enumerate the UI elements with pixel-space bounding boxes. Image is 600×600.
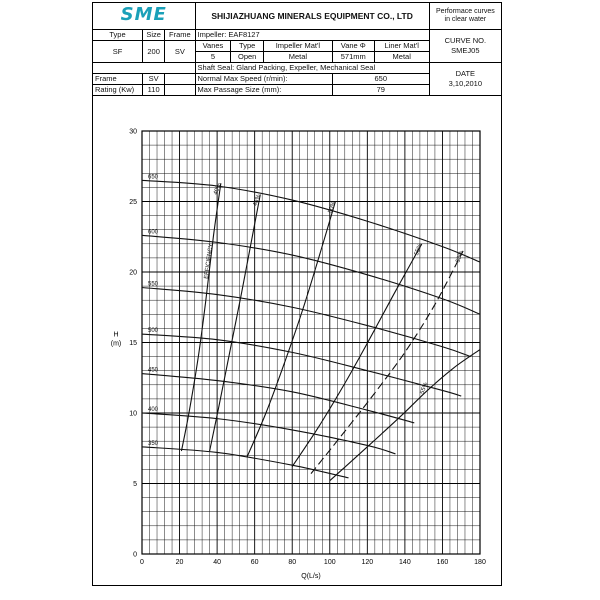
head-curve-500 — [142, 334, 461, 396]
rating-value: 110 — [143, 85, 165, 96]
efficiency-label: 58% — [455, 250, 466, 264]
liner-mat-label: Liner Mat'l — [374, 41, 429, 52]
rating-label: Rating (Kw) — [93, 85, 143, 96]
x-tick-label: 120 — [361, 559, 374, 566]
curve-no-value: SMEJ05 — [451, 46, 480, 55]
impeller-mat-value: Metal — [263, 52, 332, 63]
y-tick-label: 30 — [129, 128, 137, 136]
type-value: SF — [93, 41, 143, 63]
frame-row-label: Frame — [93, 74, 143, 85]
x-tick-label: 140 — [399, 559, 411, 566]
efficiency-label: 55% — [414, 243, 424, 257]
x-tick-label: 60 — [250, 559, 259, 566]
imp-type-label: Type — [231, 41, 264, 52]
max-speed-value: 650 — [332, 74, 429, 85]
efficiency-axis-label: EFFICIENCY — [203, 243, 215, 280]
sme-logo: SME — [120, 3, 167, 25]
speed-label-500: 500 — [148, 328, 159, 335]
vanes-value: 5 — [195, 52, 231, 63]
speed-label-650: 650 — [148, 174, 159, 181]
curve-no-label: CURVE NO. — [444, 36, 487, 45]
efficiency-label: 50% — [327, 200, 338, 215]
efficiency-label: 40% — [213, 182, 223, 196]
efficiency-label: 55% — [419, 381, 430, 396]
type-col-label: Type — [93, 30, 143, 41]
max-passage-label: Max Passage Size (mm): — [195, 85, 332, 96]
speed-label-600: 600 — [148, 229, 159, 236]
date-value: 3,10,2010 — [448, 79, 483, 88]
x-tick-label: 80 — [288, 559, 297, 566]
performance-line1: Performace curves — [435, 8, 495, 15]
efficiency-curve-40pct — [181, 183, 220, 451]
x-tick-label: 160 — [436, 559, 449, 566]
frame-row-value: SV — [143, 74, 165, 85]
x-tick-label: 20 — [175, 559, 184, 566]
speed-label-450: 450 — [148, 367, 159, 374]
y-tick-label: 15 — [129, 340, 137, 347]
date-label: DATE — [455, 69, 476, 78]
liner-mat-value: Metal — [374, 52, 429, 63]
speed-label-350: 350 — [148, 440, 159, 447]
y-tick-label: 20 — [129, 269, 137, 277]
speed-label-400: 400 — [148, 407, 159, 413]
head-curve-600 — [142, 235, 480, 314]
imp-type-value: Open — [231, 52, 264, 63]
performance-line2: in clear water — [444, 16, 487, 23]
head-curve-400 — [142, 413, 396, 454]
x-tick-label: 40 — [213, 559, 222, 566]
x-tick-label: 180 — [474, 559, 486, 566]
speed-label-550: 550 — [148, 281, 159, 288]
frame-value: SV — [165, 41, 195, 63]
size-value: 200 — [143, 41, 165, 63]
vanes-label: Vanes — [195, 41, 231, 52]
vane-diameter-value: 571mm — [332, 52, 374, 63]
y-tick-label: 5 — [133, 481, 137, 488]
efficiency-label: 46% — [252, 193, 263, 208]
y-axis-label: H — [113, 331, 119, 339]
max-passage-value: 79 — [332, 85, 429, 96]
x-axis-label: Q(L/s) — [301, 573, 321, 580]
head-curve-650 — [142, 180, 480, 262]
max-speed-label: Normal Max Speed (r/min): — [195, 74, 332, 85]
head-curve-350 — [142, 447, 349, 478]
frame-col-label: Frame — [165, 30, 195, 41]
shaft-seal: Shaft Seal: Gland Packing, Expeller, Mechanical Seal — [195, 63, 429, 74]
y-tick-label: 10 — [129, 410, 137, 418]
impeller-code: Impeller: EAF8127 — [195, 30, 429, 41]
company-name: SHIJIAZHUANG MINERALS EQUIPMENT CO., LTD — [195, 3, 429, 30]
size-col-label: Size — [143, 30, 165, 41]
y-tick-label: 0 — [133, 551, 137, 559]
y-axis-label: (m) — [110, 340, 122, 348]
x-tick-label: 100 — [323, 559, 336, 566]
y-tick-label: 25 — [129, 199, 137, 206]
x-tick-label: 0 — [140, 559, 144, 566]
vane-diameter-label: Vane Φ — [332, 41, 374, 52]
impeller-mat-label: Impeller Mat'l — [263, 41, 332, 52]
